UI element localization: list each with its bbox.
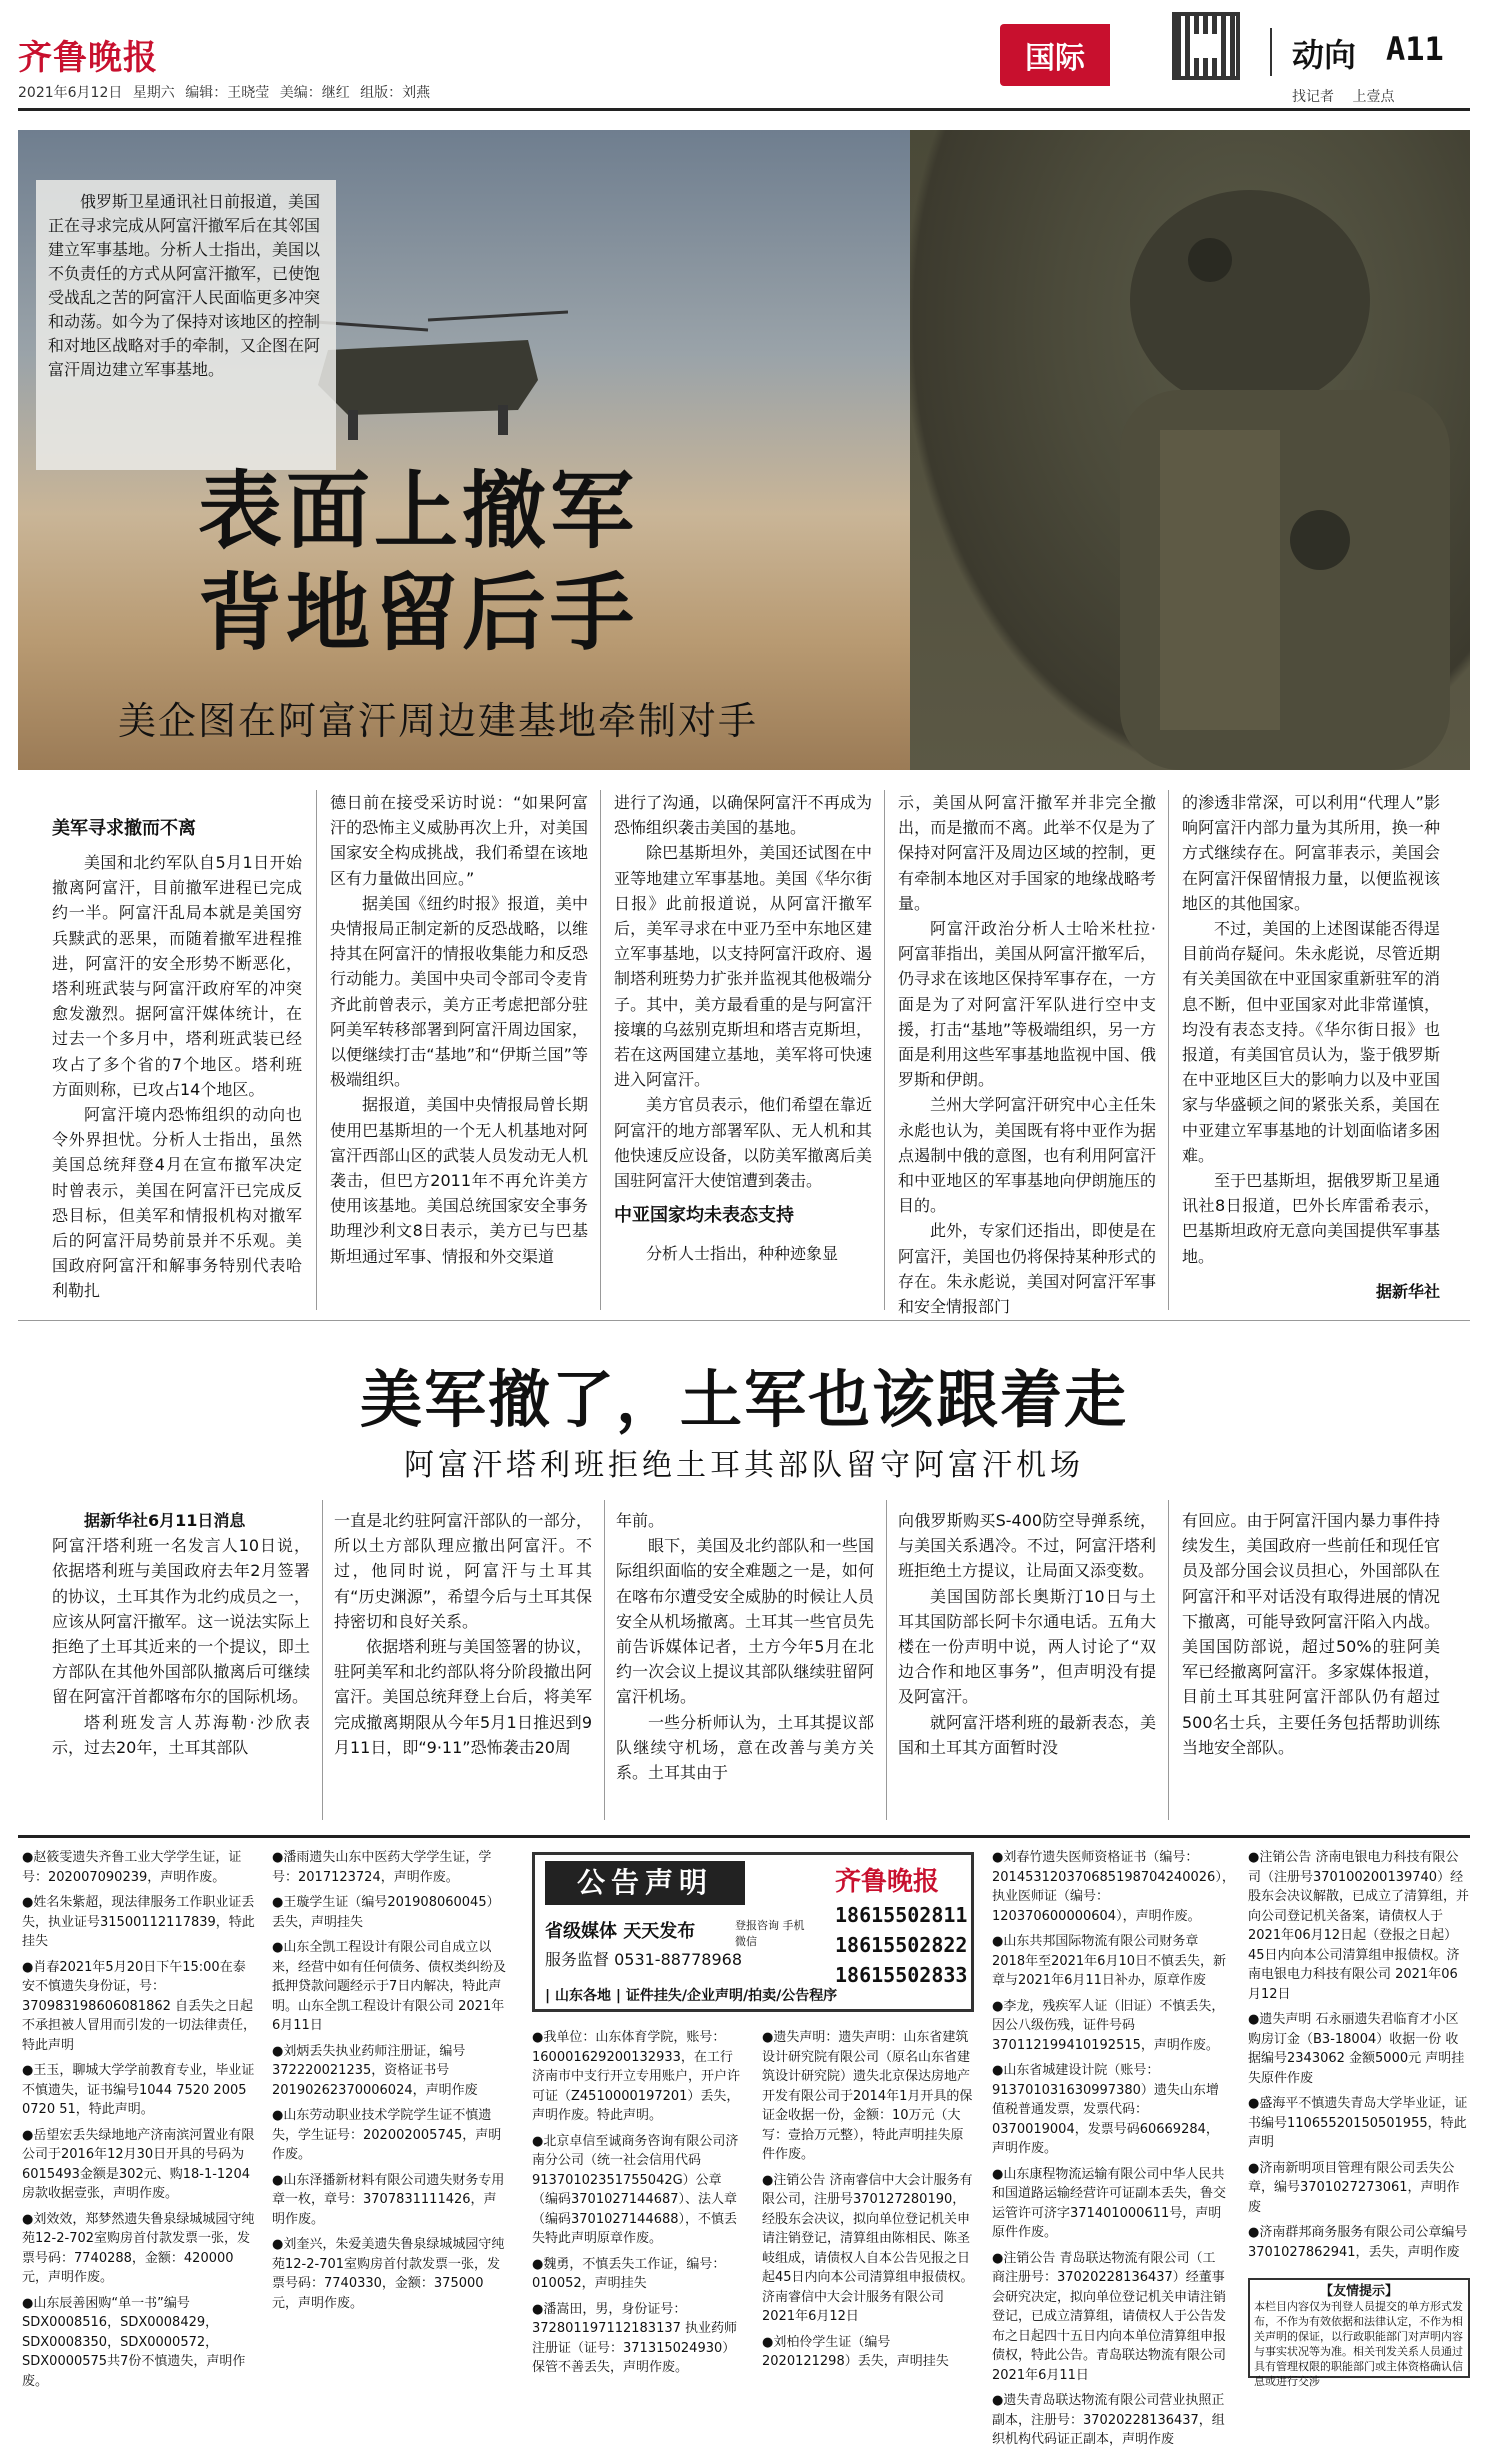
paragraph: 美国和北约军队自5月1日开始撤离阿富汗，目前撤军进程已完成约一半。阿富汗乱局本就是美国穷兵黩武的恶果，而随着撤军进程推进，阿富汗的安全形势不断恶化，塔利班武装与阿富汗政府军的冲突愈发激烈。据阿富汗媒体统计，在过去一个多月中，塔利班武装已经攻占了多个省的7个地区。塔利班方面则称，已攻占14个地区。	[52, 853, 302, 1099]
ad-item: ●姓名朱紫超，现法律服务工作职业证丢失，执业证号31500112117839，特此挂失	[22, 1895, 255, 1949]
section-name: 动向	[1292, 36, 1357, 74]
tip-box	[1248, 2278, 1470, 2388]
ad-item: ●刘奎兴，朱爱美遗失鲁泉绿城城园守纯苑12-2-701室购房首付款发票一张，发票号码：7740330，金额：375000元，声明作废。	[272, 2237, 505, 2311]
paragraph: 德日前在接受采访时说：“如果阿富汗的恐怖主义威胁再次上升，对美国国家安全构成挑战，我们希望在该地区有力量做出回应。”	[330, 793, 588, 888]
ad-item: ●遗失青岛联达物流有限公司营业执照正副本，注册号：37020228136437，组织机构代码证正副本，声明作废	[992, 2393, 1225, 2447]
ads-column	[532, 2028, 744, 2384]
article-column	[334, 1508, 592, 1760]
ad-item: ●山东康程物流运输有限公司中华人民共和国道路运输经营许可证副本丢失，鲁交运管许可济字371401000611号，声明原件作废。	[992, 2166, 1227, 2240]
ads-column	[1248, 1848, 1470, 2268]
paragraph: 眼下，美国及北约部队和一些国际组织面临的安全难题之一是，如何在喀布尔遭受安全威胁的时候让人员安全从机场撤离。土耳其一些官员先前告诉媒体记者，土方今年5月在北约一次会议上提议其部队继续驻留阿富汗机场。	[616, 1536, 874, 1707]
newspaper-logo: 齐鲁晚报	[18, 38, 158, 78]
paragraph: 向俄罗斯购买S-400防空导弹系统，与美国关系遇冷。不过，阿富汗塔利班拒绝土方提议，让局面又添变数。	[898, 1511, 1156, 1581]
ad-phone: 18615502811	[835, 1903, 968, 1927]
ad-item: ●盛海平不慎遗失青岛大学毕业证，证书编号11065520150501955，特此声明	[1248, 2096, 1468, 2150]
classified-ads	[18, 1835, 1470, 2447]
ad-item: ●岳望宏丢失绿地地产济南滨河置业有限公司于2016年12月30日开具的号码为6015493金额是302元、购18-1-1204房款收据壹张，声明作废。	[22, 2127, 255, 2201]
paragraph: 阿富汗境内恐怖组织的动向也令外界担忧。分析人士指出，虽然美国总统拜登4月在宣布撤军决定时曾表示，美国在阿富汗已完成反恐目标，但美军和情报机构对撤军后的阿富汗局势前景并不乐观。美国政府阿富汗和解事务特别代表哈利勒扎	[52, 1105, 302, 1301]
ads-column	[762, 2028, 974, 2378]
article-column	[616, 1508, 874, 1785]
article-column	[330, 790, 588, 1269]
ad-item: ●刘炳丢失执业药师注册证，编号372220021235，资格证书号20190262370006024，声明作废	[272, 2043, 478, 2098]
paragraph: 阿富汗政治分析人士哈米杜拉·阿富菲指出，美国从阿富汗撤军后，仍寻求在该地区保持军事存在，一方面是为了对阿富汗军队进行空中支援，打击“基地”等极端组织，另一方面是利用这些军事基地监视中国、俄罗斯和伊朗。	[898, 919, 1156, 1090]
ad-item: ●注销公告 济南电银电力科技有限公司（注册号370100200139740）经股东会决议解散，已成立了清算组，并向公司登记机关备案，请债权人于2021年06月12日起（登报之日起）45日内向本公司清算组申报债权。济南电银电力科技有限公司 2021年06月12日	[1248, 1850, 1470, 2002]
column-divider	[600, 790, 601, 1310]
paragraph: 依据塔利班与美国签署的协议，驻阿美军和北约部队将分阶段撤出阿富汗。美国总统拜登上台后，将美军完成撤离期限从今年5月1日推迟到9月11日，即“9·11”恐怖袭击20周	[334, 1637, 592, 1757]
column-divider	[884, 790, 885, 1310]
ad-item: ●魏勇，不慎丢失工作证，编号：010052，声明挂失	[532, 2256, 726, 2291]
ad-item: ●遗失声明：遗失声明：山东省建筑设计研究院有限公司（原名山东省建筑设计研究院）遗失北京保达房地产开发有限公司于2014年1月开具的保证金收据一份，金额：10万元（大写：壹拾万元整），特此声明挂失原件作废。	[762, 2030, 973, 2162]
paragraph: 据报道，美国中央情报局曾长期使用巴基斯坦的一个无人机基地对阿富汗西部山区的武装人员发动无人机袭击，但巴方2011年不再允许美方使用该基地。美国总统国家安全事务助理沙利文8日表示，美方已与巴基斯坦通过军事、情报和外交渠道	[330, 1095, 588, 1266]
paragraph: 有回应。由于阿富汗国内暴力事件持续发生，美国政府一些前任和现任官员及部分国会议员担心，外国部队在阿富汗和平对话没有取得进展的情况下撤离，可能导致阿富汗陷入内战。美国国防部说，超过50%的驻阿美军已经撤离阿富汗。多家媒体报道，目前土耳其驻阿富汗部队仍有超过500名士兵，主要任务包括帮助训练当地安全部队。	[1182, 1511, 1440, 1757]
ad-hotline: 服务监督 0531-88778968	[545, 1950, 743, 1969]
subheadline: 阿富汗塔利班拒绝土耳其部队留守阿富汗机场	[404, 1448, 1084, 1483]
article-column	[52, 1508, 310, 1760]
article-column	[52, 808, 302, 1304]
paragraph: 不过，美国的上述图谋能否得逞目前尚存疑问。朱永彪说，尽管近期有关美国欲在中亚国家重新驻军的消息不断，但中亚国家对此非常谨慎，均没有表态支持。《华尔街日报》也报道，有美国官员认为，鉴于俄罗斯在中亚地区巨大的影响力以及中亚国家与华盛顿之间的紧张关系，美国在中亚建立军事基地的计划面临诸多困难。	[1182, 919, 1440, 1165]
article-column	[614, 790, 872, 1266]
column-divider	[1168, 1500, 1169, 1820]
paragraph: 据美国《纽约时报》报道，美中央情报局正制定新的反恐战略，以维持其在阿富汗的情报收集能力和反恐行动能力。美国中央司令部司令麦肯齐此前曾表示，美方正考虑把部分驻阿美军转移部署到阿富汗周边国家，以便继续打击“基地”和“伊斯兰国”等极端组织。	[330, 893, 588, 1090]
ad-item: ●济南新明项目管理有限公司丢失公章，编号3701027273061，声明作废	[1248, 2160, 1460, 2215]
ad-banner-title: 公告声明	[545, 1861, 745, 1905]
section-heading: 中亚国家均未表态支持	[614, 1205, 794, 1227]
masthead	[0, 0, 1488, 110]
paragraph: 除巴基斯坦外，美国还试图在中亚等地建立军事基地。美国《华尔街日报》此前报道说，从阿富汗撤军后，美军寻求在中亚乃至中东地区建立军事基地，以支持阿富汗政府、遏制塔利班势力扩张并监视其他极端分子。其中，美方最看重的是与阿富汗接壤的乌兹别克斯坦和塔吉克斯坦，若在这两国建立基地，美军将可快速进入阿富汗。	[614, 843, 872, 1090]
ads-column	[992, 1848, 1235, 2456]
ad-item: ●潘嵩田，男，身份证号：372801197112183137 执业药师注册证（证号：371315024930）保管不善丢失，声明作废。	[532, 2301, 738, 2375]
ad-item: ●王玉，聊城大学学前教育专业，毕业证不慎遗失，证书编号1044 7520 2005 0720 51，特此声明。	[22, 2063, 255, 2117]
ad-item: ●刘效效，郑梦然遗失鲁泉绿城城园守纯苑12-2-702室购房首付款发票一张，发票号码：7740288，金额：420000元，声明作废。	[22, 2211, 255, 2285]
paragraph: 进行了沟通，以确保阿富汗不再成为恐怖组织袭击美国的基地。	[614, 793, 872, 838]
ad-phone: 18615502833	[835, 1963, 968, 1987]
headline-line: 背地留后手	[198, 564, 639, 662]
ad-item: ●赵筱雯遗失齐鲁工业大学学生证，证号：202007090239，声明作废。	[22, 1850, 242, 1885]
headline: 美军撤了，土军也该跟着走	[359, 1363, 1128, 1436]
dateline: 2021年6月12日 星期六 编辑：王晓莹 美编：继红 组版：刘燕	[18, 85, 431, 101]
paragraph: 至于巴基斯坦，据俄罗斯卫星通讯社8日报道，巴外长库雷希表示，巴基斯坦政府无意向美国提供军事基地。	[1182, 1171, 1440, 1266]
article-column	[1182, 790, 1440, 1304]
article-column	[898, 1508, 1156, 1760]
section-heading: 美军寻求撤而不离	[52, 818, 196, 839]
story-intro: 俄罗斯卫星通讯社日前报道，美国正在寻求完成从阿富汗撤军后在其邻国建立军事基地。分析人士指出，美国以不负责任的方式从阿富汗撤军，已使饱受战乱之苦的阿富汗人民面临更多冲突和动荡。如今为了保持对该地区的控制和对地区战略对手的牵制，又企图在阿富汗周边建立军事基地。	[36, 180, 336, 470]
column-divider	[604, 1500, 605, 1820]
article-column	[1182, 1508, 1440, 1760]
ad-item: ●肖春2021年5月20日下午15:00在泰安不慎遗失身份证，号：370983198606081862 自丢失之日起不承担被人冒用而引发的一切法律责任，特此声明	[22, 1959, 257, 2053]
paragraph: 分析人士指出，种种迹象显	[646, 1244, 839, 1264]
ads-column	[22, 1848, 258, 2397]
ad-item: ●山东泽播新材料有限公司遗失财务专用章一枚，章号：3707831111426，声明作废。	[272, 2172, 505, 2227]
ad-footer: | 山东各地 | 证件挂失/企业声明/拍卖/公告程序	[545, 1988, 838, 2004]
tip-text: 本栏目内容仅为刊登人员提交的单方形式发布，不作为有效依据和法律认定，不作为相关声明的保证，以行政职能部门对声明内容与事实状况等为准。相关刊发关系人员通过具有管理权限的职能部门或主体资格确认信息或进行交涉	[1254, 2300, 1463, 2388]
dateline: 据新华社6月11日消息	[84, 1511, 246, 1530]
paragraph: 阿富汗塔利班一名发言人10日说，依据塔利班与美国政府去年2月签署的协议，土耳其作为北约成员之一，应该从阿富汗撤军。这一说法实际上拒绝了土耳其近来的一个提议，即土方部队在其他外国部队撤离后可继续留在阿富汗首都喀布尔的国际机场。	[52, 1536, 310, 1707]
ad-item: ●济南群邦商务服务有限公司公章编号3701027862941，丢失，声明作废	[1248, 2225, 1468, 2260]
ad-item: ●王璇学生证（编号201908060045）丢失，声明挂失	[272, 1895, 500, 1930]
paragraph: 的渗透非常深，可以利用“代理人”影响阿富汗内部力量为其所用，换一种方式继续存在。阿富菲表示，美国会在阿富汗保留情报力量，以便监视该地区的其他国家。	[1182, 793, 1440, 913]
paragraph: 此外，专家们还指出，即使是在阿富汗，美国也仍将保持某种形式的存在。朱永彪说，美国对阿富汗军事和安全情报部门	[898, 1221, 1156, 1317]
column-divider	[1168, 790, 1169, 1310]
ad-slogan-small: 登报咨询 手机微信	[735, 1919, 805, 1948]
paragraph: 年前。	[616, 1511, 665, 1530]
ad-item: ●刘柏伶学生证（编号2020121298）丢失，声明挂失	[762, 2334, 949, 2369]
paragraph: 就阿富汗塔利班的最新表态，美国和土耳其方面暂时没	[898, 1712, 1156, 1757]
paragraph: 塔利班发言人苏海勒·沙欣表示，过去20年，土耳其部队	[52, 1712, 310, 1757]
headline-line: 表面上撤军	[198, 462, 639, 560]
ad-item: ●潘雨遗失山东中医药大学学生证，学号：2017123724，声明作废。	[272, 1850, 492, 1885]
ad-item: ●山东劳动职业技术学院学生证不慎遗失，学生证号：202002005745，声明作废。	[272, 2108, 502, 2162]
ads-column	[272, 1848, 508, 2319]
ad-item: ●山东共邦国际物流有限公司财务章2018年至2021年6月10日不慎丢失，新章与2021年6月11日补办，原章作废	[992, 1934, 1226, 1988]
ad-item: ●遗失声明 石永丽遗失君临育才小区购房订金（B3-18004）收据一份 收据编号2343062 金额5000元 声明挂失原件作废	[1248, 2012, 1465, 2086]
article-column	[898, 790, 1156, 1319]
paragraph: 一些分析师认为，土耳其提议部队继续守机场，意在改善与美方关系。土耳其由于	[616, 1712, 874, 1783]
ad-item: ●刘春竹遗失医师资格证书（编号：201453120370685198704240026），执业医师证（编号：120370600000604），声明作废。	[992, 1850, 1235, 1924]
reporter-hint: 找记者 上壹点	[1292, 89, 1395, 105]
paragraph: 美方官员表示，他们希望在靠近阿富汗的地方部署军队、无人机和其他快速反应设备，以防美军撤离后美国驻阿富汗大使馆遭到袭击。	[614, 1095, 872, 1191]
tip-title: 【友情提示】	[1319, 2284, 1398, 2299]
column-divider	[886, 1500, 887, 1820]
ad-item: ●山东全凯工程设计有限公司自成立以来，经营中如有任何债务、债权类纠纷及抵押贷款问题经示于7日内解决，特此声明。山东全凯工程设计有限公司 2021年6月11日	[272, 1940, 507, 2033]
soldier-photo	[910, 130, 1470, 770]
ad-banner-logo: 齐鲁晚报	[835, 1867, 940, 1897]
column-divider	[316, 790, 317, 1310]
ad-item: ●注销公告 青岛联达物流有限公司（工商注册号：37020228136437）经董事会研究决定，拟向单位登记机关申请注销登记，已成立清算组，请债权人于公告发布之日起四十五日内向本单位清算组申报债权，特此公告。青岛联达物流有限公司 2021年6月11日	[992, 2250, 1227, 2383]
paragraph: 一直是北约驻阿富汗部队的一部分，所以土方部队理应撤出阿富汗。不过，他同时说，阿富汗与土耳其有“历史渊源”，希望今后与土耳其保持密切和良好关系。	[334, 1511, 592, 1631]
ad-banner	[532, 1852, 974, 2012]
headline	[198, 460, 638, 664]
divider	[1270, 28, 1272, 76]
ad-item: ●注销公告 济南睿信中大会计服务有限公司，注册号370127280190，经股东会决议，拟向单位登记机关申请注销登记，清算组由陈相民、陈圣岐组成，请债权人自本公告见报之日起45日内向本公司清算组申报债权。济南睿信中大会计服务有限公司 2021年6月12日	[762, 2172, 974, 2324]
ad-slogan: 省级媒体 天天发布	[545, 1921, 696, 1942]
hero-photo	[18, 130, 1470, 770]
section-badge: 国际	[1000, 24, 1110, 86]
page-number: A11	[1386, 30, 1444, 68]
masthead-rule	[18, 108, 1470, 111]
byline: 据新华社	[1375, 1281, 1440, 1301]
ad-item: ●北京卓信至诚商务咨询有限公司济南分公司（统一社会信用代码91370102351755042G）公章（编码3701027144687）、法人章（编码3701027144688），不慎丢失特此声明原章作废。	[532, 2133, 739, 2246]
subheadline: 美企图在阿富汗周边建基地牵制对手	[118, 699, 759, 743]
qrcode-icon	[1172, 12, 1240, 80]
paragraph: 示，美国从阿富汗撤军并非完全撤出，而是撤而不离。此举不仅是为了保持对阿富汗及周边区域的控制，更有牵制本地区对手国家的地缘战略考量。	[898, 793, 1156, 913]
ad-item: ●山东辰善困购“单一书”编号SDX0008516，SDX0008429，SDX0008350，SDX0000572，SDX0000575共7份不慎遗失，声明作废。	[22, 2295, 246, 2389]
paragraph: 兰州大学阿富汗研究中心主任朱永彪也认为，美国既有将中亚作为据点遏制中俄的意图，也有利用阿富汗和中亚地区的军事基地向伊朗施压的目的。	[898, 1095, 1156, 1216]
ad-item: ●李龙，残疾军人证（旧证）不慎丢失，因公八级伤残，证件号码370112199410192515，声明作废。	[992, 1998, 1225, 2053]
story-divider	[18, 1320, 1470, 1321]
paragraph: 美国国防部长奥斯汀10日与土耳其国防部长阿卡尔通电话。五角大楼在一份声明中说，两人讨论了“双边合作和地区事务”，但声明没有提及阿富汗。	[898, 1586, 1156, 1707]
ad-phone: 18615502822	[835, 1933, 968, 1957]
column-divider	[322, 1500, 323, 1820]
ad-item: ●山东省城建设计院（账号：913701031630997380）遗失山东增值税普通发票，发票代码：0370019004，发票号码60669284，声明作废。	[992, 2063, 1219, 2156]
ad-item: ●我单位：山东体育学院，账号：160001629200132933，在工行济南市中支行开立专用账户，开户许可证（Z4510000197201）丢失，声明作废。特此声明。	[532, 2030, 741, 2123]
